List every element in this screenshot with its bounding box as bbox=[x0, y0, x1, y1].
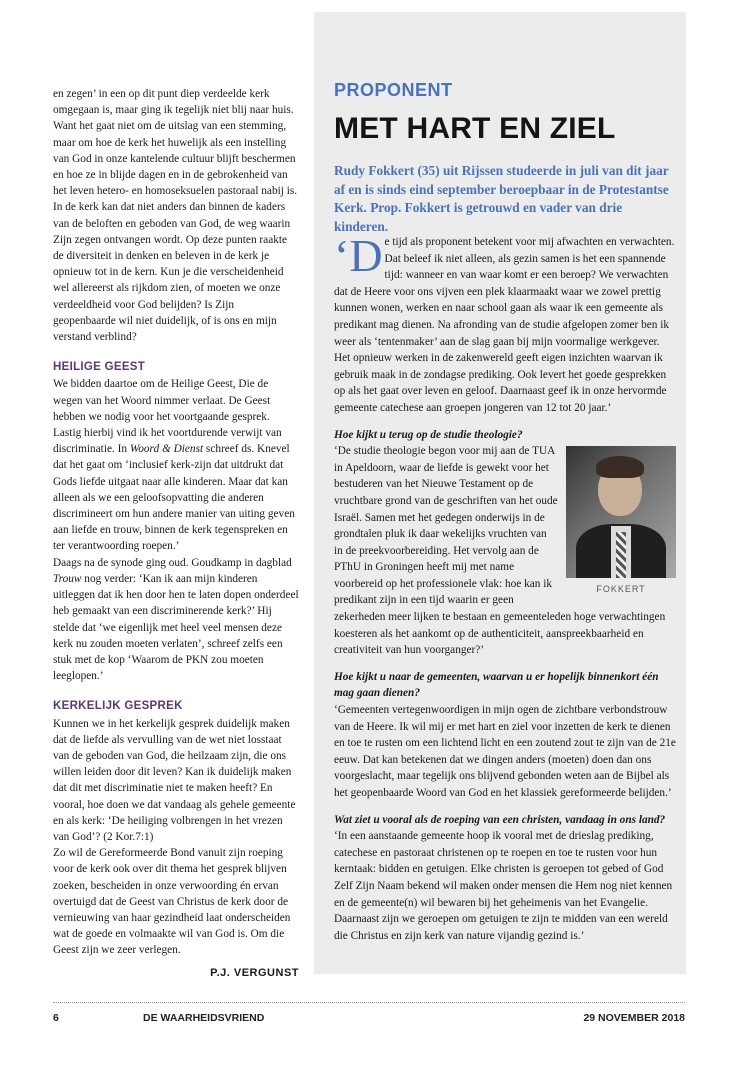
section-heading-heilige-geest: HEILIGE GEEST bbox=[53, 361, 146, 374]
portrait-image bbox=[566, 446, 676, 578]
article-paragraph: Kunnen we in het kerkelijk gesprek duidelijk maken dat de liefde als vervulling van de wet niet losstaat van de geboden van God, die heilzaam zijn, die ons willen leiden door dit leven? Kan ik duidelijk maken dat dit met discriminatie niet te maken heeft? En vooral, hoe doen we dat vandaag als gehele gemeente en als kerk: ‘De heiliging volbrengen in het vrezen van God’? (2 Kor.7:1) bbox=[53, 717, 296, 843]
drop-cap: ‘D bbox=[334, 230, 383, 281]
interview-paragraph: ‘De tijd als proponent betekent voor mij afwachten en verwachten. Dat beleef ik niet alleen, als gezin samen is het een spannende tijd: wanneer en van waar komt er een beroep? We verwachten dat de Heere voor ons vijven een plek klaarmaakt waar we zowel prettig kunnen wonen, werken en naar school gaan als waar ik een gemeente als predikant mag dienen. Na afronding van de studie afgelopen zomer ben ik weer als ‘tentenmaker’ aan de slag gaan bij mijn voormalige werkgever. Het opnieuw werken in de zakenwereld geeft eigen inzichten waarvan ik gebruik maak in de zondagse prediking. Ook levert het goede gesprekken op als het gaat over leven en geloof. Daarnaast geef ik in onze hervormde gemeente catechese aan groepen jongeren van 12 tot 20 jaar.’ bbox=[334, 230, 675, 414]
section-heading-kerkelijk-gesprek: KERKELIJK GESPREK bbox=[53, 700, 183, 713]
sidebar-body bbox=[334, 230, 676, 944]
article-paragraph: Daags na de synode ging oud. Goudkamp in dagblad Trouw nog verder: ‘Kan ik aan mijn kinderen uitleggen dat ik hen door hen te laten dopen onderdeel heb gemaakt van een discriminerende kerk?’ Hij stelde dat ‘we eigenlijk met heel veel mensen deze kerk nu zouden moeten verlaten’, schreef zelfs een stuk met de kop ‘Waarom de PKN zou moeten leeglopen.’ bbox=[53, 556, 299, 683]
interview-sidebar bbox=[314, 12, 686, 974]
photo-caption: FOKKERT bbox=[596, 584, 646, 595]
interview-answer: ‘De studie theologie begon voor mij aan de TUA in Apeldoorn, waar de liefde is gewekt voor het bestuderen van het Nieuwe Testament op de vruchtbare grond van de geschriften van het oude Israël. Samen met het gedegen onderwijs in de grondtalen pluk ik daar wekelijks vruchten van in de preekvoorbereiding. Het vervolg aan de PThU in Groningen heeft mij met name voorbereid op het professionele vlak: hoe kan ik predikant zijn in een tijd waarin er geen zekerheden meer lijken te bestaan en gemeenteleden hoge verwachtingen koesteren als het aankomt op de authenticiteit, aanspreekbaarheid en creativiteit van hun voorganger?’ bbox=[334, 445, 666, 657]
sidebar-intro: Rudy Fokkert (35) uit Rijssen studeerde in juli van dit jaar af en is sinds eind september beroepbaar in de Protestantse Kerk. Prop. Fokkert is getrouwd en vader van drie kinderen. bbox=[334, 163, 669, 234]
interview-answer: ‘In een aanstaande gemeente hoop ik vooral met de drieslag prediking, catechese en pastoraat christenen op te roepen en toe te rusten voor hun kerntaak: bidden en getuigen. Elke christen is geroepen tot gebed of God Zelf Zijn Naam bekend wil maken onder mensen die Hem nog niet kennen en de gemeente(n) wil bewaren bij het geheimenis van het Evangelie. Daarnaast zijn we geroepen om getuigen te zijn te midden van een wereld die Christus en zijn kerk van nature vijandig gezind is.’ bbox=[334, 830, 673, 942]
article-paragraph: Zo wil de Gereformeerde Bond vanuit zijn roeping voor de kerk ook over dit thema het gesprek blijven zoeken, bescheiden in onze verwoording én ervan overtuigd dat de Geest van Christus de kerk door de vernieuwing van haar gezindheid laat onderscheiden wat de goede en volmaakte wil van God is. Om die Geest zijn we zeer verlegen. bbox=[53, 847, 291, 957]
issue-date: 29 NOVEMBER 2018 bbox=[583, 1012, 685, 1024]
interview-answer: ‘Gemeenten vertegenwoordigen in mijn ogen de zichtbare verbondstrouw van de Heere. Ik wil mij er met hart en ziel voor inzetten de kerk te dienen en toe te rusten om een lichtend licht en een zoutend zout te zijn van de 21e eeuw. Dat kan betekenen dat we dingen anders (moeten) doen dan ons voorgeslacht, maar tegelijk ons blijvend gebonden weten aan de Bijbel als het geopenbaarde Woord van God en het klassiek gereformeerde belijden.’ bbox=[334, 704, 676, 799]
article-paragraph: We bidden daartoe om de Heilige Geest, Die de wegen van het Woord nimmer verlaat. De Geest hebben we nodig voor het voortgaande gesprek. Lastig hierbij vind ik het voortdurende verwijt van discriminatie. In Woord & Dienst schreef ds. Knevel dat het gaat om ‘inclusief kerk-zijn dat uitdrukt dat Gods liefde uitgaat naar alle kinderen. Maar dat kan alleen als we een geloofsopvatting die anderen discrimineert om hun andere manier van uiting geven aan liefde en trouw, binnen de kerk tegenspreken en ter verantwoording roepen.’ bbox=[53, 378, 295, 553]
interview-question: Hoe kijkt u terug op de studie theologie? bbox=[334, 428, 523, 441]
author-signature: P.J. VERGUNST bbox=[210, 966, 299, 979]
portrait-photo bbox=[566, 446, 676, 594]
publication-name: Woord & Dienst bbox=[129, 443, 204, 456]
interview-question: Hoe kijkt u naar de gemeenten, waarvan u er hopelijk binnenkort één mag gaan dienen? bbox=[334, 670, 659, 700]
publication-title: DE WAARHEIDSVRIEND bbox=[143, 1012, 265, 1024]
left-column bbox=[53, 86, 299, 981]
sidebar-kicker: PROPONENT bbox=[334, 80, 453, 100]
interview-question: Wat ziet u vooral als de roeping van een christen, vandaag in ons land? bbox=[334, 813, 666, 826]
footer-divider bbox=[53, 1002, 685, 1003]
newspaper-name: Trouw bbox=[53, 572, 82, 585]
page-number: 6 bbox=[53, 1012, 59, 1024]
article-paragraph: en zegen’ in een op dit punt diep verdeelde kerk omgegaan is, maar ging ik tegelijk niet blij naar huis. Want het gaat niet om de uitslag van een stemming, maar om hoe de kerk het huwelijk als een instelling van God in onze kantelende cultuur blijft beschermen en hoe ze in blijde dagen en in de gebrokenheid van het leven hetero- en homoseksuelen pastoraal nabij is. In de kerk kan dat niet anders dan binnen de kaders van de beloften en geboden van God, de weg waarin Zijn zegen ontvangen wordt. Op deze punten raakte de diversiteit in denken en beleven in de kerk je opnieuw tot in de kern. Kun je die verscheidenheid wel allereerst als rijkdom zien, of moeten we onze verdeeldheid voor God belijden? Is Zijn geopenbaarde wil niet duidelijk, of is ons en mijn verstand verblind? bbox=[53, 88, 298, 344]
sidebar-headline: MET HART EN ZIEL bbox=[334, 112, 616, 145]
